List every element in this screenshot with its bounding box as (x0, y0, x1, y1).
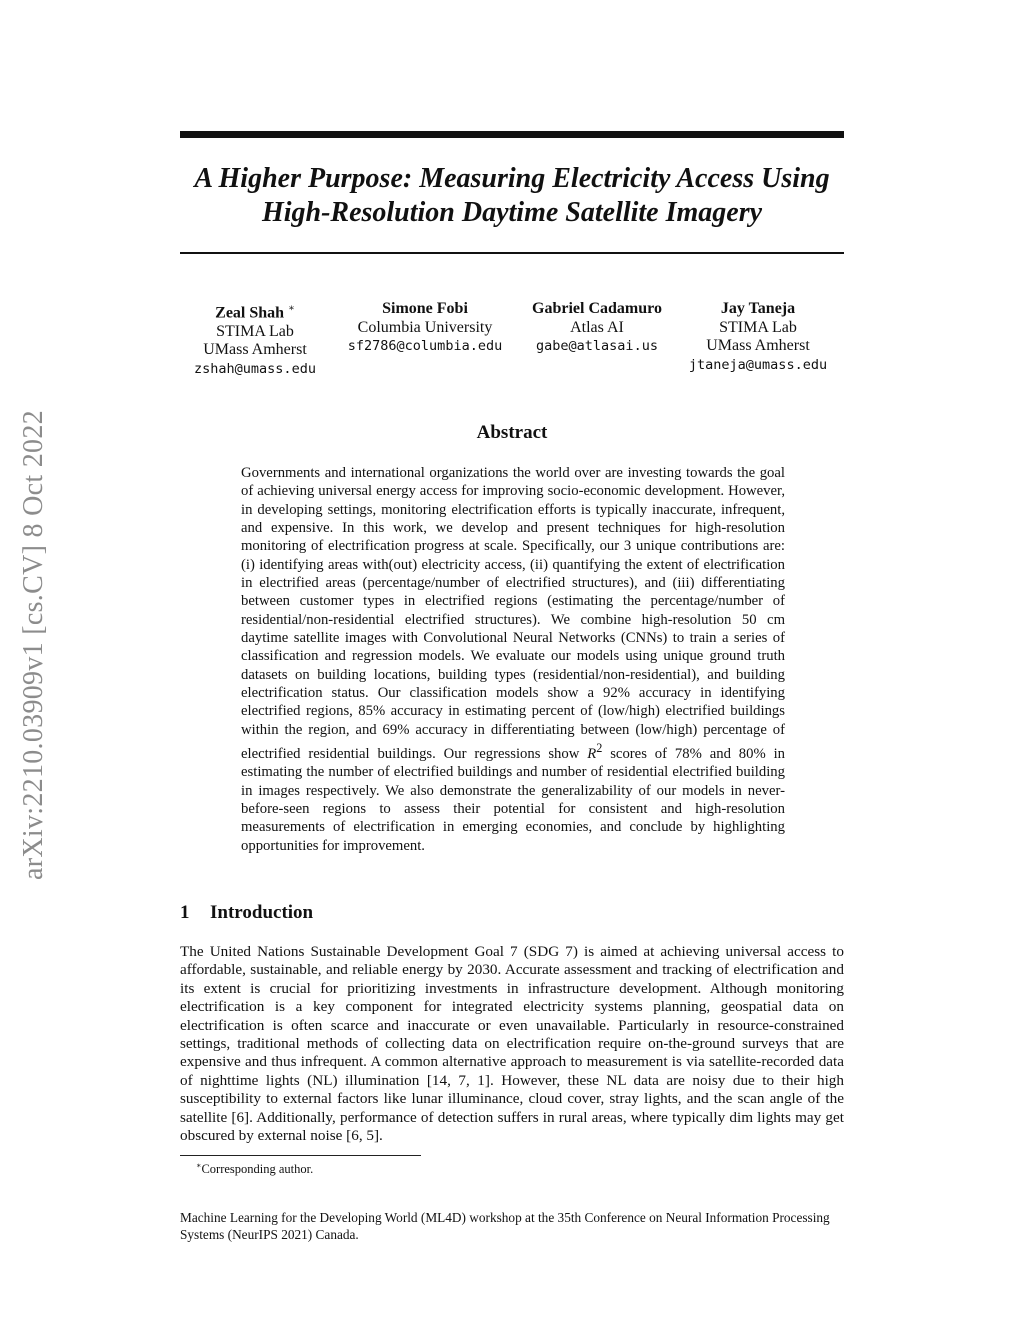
footnote-rule (180, 1155, 421, 1156)
author-affiliation: STIMA Lab (719, 318, 797, 336)
author-name: Gabriel Cadamuro (532, 300, 662, 317)
title-top-rule (180, 131, 844, 138)
paper-title (170, 162, 854, 230)
introduction-paragraph: The United Nations Sustainable Development Goal 7 (SDG 7) is aimed at achieving universal access to affordable, sustainable, and reliable energy by 2030. Accurate assessment and tracking of electrification and its extent is crucial for prioritizing investments in infrastructure development. Although monitoring electrification is a key component for integrated electricity systems planning, geospatial data on electrification is often scarce and inaccurate or even unavailable. Particularly in resource-constrained settings, traditional methods of collecting data on electrification require on-the-ground surveys that are expensive and thus infrequent. A common alternative approach to measurement is via satellite-recorded data of nighttime lights (NL) illumination [14, 7, 1]. However, these NL data are noisy due to their high susceptibility to external factors like lunar illuminance, cloud cover, stray lights, and the scan angle of the satellite [6]. Additionally, performance of detection suffers in rural areas, where typically dim lights may get obscured by external noise [6, 5]. (180, 943, 844, 1145)
author-email[interactable]: sf2786@columbia.edu (347, 338, 503, 354)
author-email[interactable]: jtaneja@umass.edu (688, 356, 828, 373)
author-name: Simone Fobi (382, 300, 468, 317)
abstract-heading: Abstract (476, 422, 548, 443)
author-affiliation: STIMA Lab (216, 322, 294, 340)
r-squared-exponent: 2 (596, 741, 603, 756)
r-squared-symbol: R (587, 746, 597, 763)
author-institution: UMass Amherst (203, 341, 307, 359)
footnote (196, 1158, 313, 1177)
section-title: Introduction (210, 902, 314, 923)
arxiv-identifier: arXiv:2210.03909v1 [cs.CV] 8 Oct 2022 (18, 410, 49, 880)
author-email[interactable]: gabe@atlasai.us (536, 338, 658, 354)
footnote-text: Corresponding author. (201, 1162, 314, 1177)
paper-title-line-2: High-Resolution Daytime Satellite Imagery (261, 197, 763, 228)
author-name: Zeal Shah ∗ (215, 303, 295, 322)
author-name: Jay Taneja (720, 300, 796, 317)
author-block (0, 300, 1024, 380)
author-jay-taneja (653, 300, 863, 374)
author-affiliation: Atlas AI (570, 318, 624, 336)
section-number: 1 (180, 902, 190, 923)
footnote-mark: ∗ (196, 1161, 202, 1170)
abstract-body: Governments and international organizations the world over are investing towards the goal of achieving universal energy access for improving socio-economic development. However, in developing settings, monitoring electrification efforts is typically inaccurate, infrequent, and expensive. In this work, we develop and present techniques for high-resolution monitoring of electrification progress at scale. Specifically, our 3 unique contributions are: (i) identifying areas with(out) electricity access, (ii) quantifying the extent of electrification in electrified areas (percentage/number of electrified structures), and (iii) differentiating between customer types in electrified regions (estimating the percentage/number of residential/non-residential electrified structures). We combine high-resolution 50 cm daytime satellite images with Convolutional Neural Networks (CNNs) to train a series of classification and regression models. We evaluate our models using unique ground truth datasets on building locations, building types (residential/non-residential), and building electrification status. Our classification models show a 92% accuracy in identifying electrified regions, 85% accuracy in estimating percent of (low/high) electrified buildings within the region, and 69% accuracy in differentiating between (low/high) percentage of electrified residential buildings. Our regressions show $R^2$ scores of 78% and 80% in estimating the number of electrified buildings and number of residential electrified building in images respectively. We also demonstrate the generalizability of our models in never-before-seen regions to assess their potential for consistent and high-resolution measurements of electrification in emerging economies, and conclude by highlighting opportunities for improvement. (241, 465, 786, 854)
title-bottom-rule (180, 252, 844, 254)
section-heading-introduction (180, 901, 313, 925)
venue-note: Machine Learning for the Developing World (ML4D) workshop at the 35th Conference on Neural Information Processing Systems (NeurIPS 2021) Canada. (180, 1210, 830, 1242)
author-affiliation: Columbia University (357, 318, 493, 336)
footnote-mark: ∗ (288, 303, 295, 314)
paper-title-line-1: A Higher Purpose: Measuring Electricity Access Using (194, 163, 830, 194)
author-email[interactable]: zshah@umass.edu (194, 360, 316, 377)
author-institution: UMass Amherst (706, 337, 810, 354)
